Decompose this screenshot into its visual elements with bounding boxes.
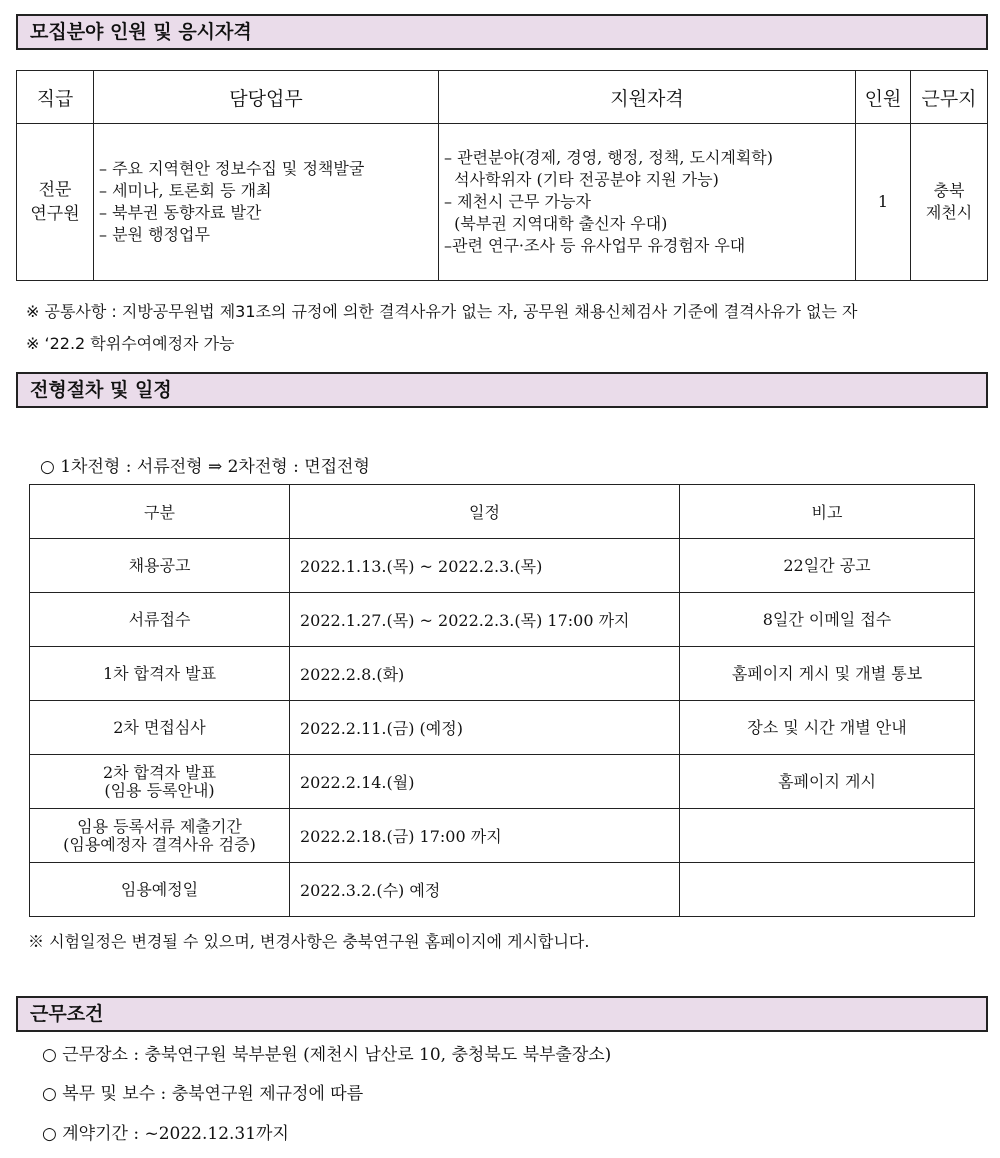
header-location: 근무지 <box>911 71 988 124</box>
common-requirements-note: ※ 공통사항 : 지방공무원법 제31조의 규정에 의한 결격사유가 없는 자, 공무원 채용신체검사 기준에 결격사유가 없는 자 <box>26 302 858 321</box>
duty-item: – 주요 지역현안 정보수집 및 정책발굴 <box>99 159 365 178</box>
table-row <box>30 539 975 593</box>
schedule-category-cell: 임용 등록서류 제출기간 (임용예정자 결격사유 검증) <box>30 809 290 863</box>
header-qualifications: 지원자격 <box>439 71 856 124</box>
duty-item: – 북부권 동향자료 발간 <box>99 203 262 222</box>
header-duties: 담당업무 <box>94 71 439 124</box>
qualification-item: – 관련분야(경제, 경영, 행정, 정책, 도시계획학) <box>444 148 774 167</box>
schedule-date-cell: 2022.1.27.(목) ~ 2022.2.3.(목) 17:00 까지 <box>290 593 680 647</box>
qualification-item: – 제천시 근무 가능자 <box>444 192 591 211</box>
section-title-recruitment: 모집분야 인원 및 응시자격 <box>16 14 988 50</box>
qualification-item: (북부권 지역대학 출신자 우대) <box>444 214 668 233</box>
schedule-date-cell: 2022.2.14.(월) <box>290 755 680 809</box>
schedule-remark-cell: 22일간 공고 <box>680 539 975 593</box>
condition-contract: ○ 계약기간 : ~2022.12.31까지 <box>42 1124 289 1144</box>
table-row <box>30 755 975 809</box>
header-count: 인원 <box>856 71 911 124</box>
schedule-note: ※ 시험일정은 변경될 수 있으며, 변경사항은 충북연구원 홈페이지에 게시합니다. <box>28 932 590 951</box>
location-cell: 충북 제천시 <box>911 124 988 281</box>
qualification-table <box>16 70 988 281</box>
schedule-remark-cell <box>680 863 975 917</box>
table-row <box>30 647 975 701</box>
table-row <box>30 701 975 755</box>
schedule-date-cell: 2022.2.11.(금) (예정) <box>290 701 680 755</box>
degree-note: ※ ‘22.2 학위수여예정자 가능 <box>26 334 235 353</box>
schedule-category-cell: 채용공고 <box>30 539 290 593</box>
schedule-category-cell: 임용예정일 <box>30 863 290 917</box>
header-rank: 직급 <box>17 71 94 124</box>
table-row <box>30 863 975 917</box>
schedule-remark-cell: 8일간 이메일 접수 <box>680 593 975 647</box>
schedule-date-cell: 2022.1.13.(목) ~ 2022.2.3.(목) <box>290 539 680 593</box>
duties-cell <box>94 124 439 281</box>
duty-item: – 세미나, 토론회 등 개최 <box>99 181 272 200</box>
qualifications-cell <box>439 124 856 281</box>
header-remark: 비고 <box>680 485 975 539</box>
schedule-date-cell: 2022.2.8.(화) <box>290 647 680 701</box>
header-category: 구분 <box>30 485 290 539</box>
header-schedule: 일정 <box>290 485 680 539</box>
schedule-remark-cell: 홈페이지 게시 및 개별 통보 <box>680 647 975 701</box>
table-header-row <box>17 71 988 124</box>
qualification-item: –관련 연구·조사 등 유사업무 유경험자 우대 <box>444 236 746 255</box>
schedule-remark-cell: 홈페이지 게시 <box>680 755 975 809</box>
schedule-remark-cell <box>680 809 975 863</box>
condition-location: ○ 근무장소 : 충북연구원 북부분원 (제천시 남산로 10, 충청북도 북부출장소) <box>42 1045 612 1065</box>
schedule-category-cell: 서류접수 <box>30 593 290 647</box>
table-row <box>17 124 988 281</box>
rank-cell: 전문 연구원 <box>17 124 94 281</box>
qualification-item: 석사학위자 (기타 전공분야 지원 가능) <box>444 170 719 189</box>
condition-pay: ○ 복무 및 보수 : 충북연구원 제규정에 따름 <box>42 1084 364 1104</box>
table-row <box>30 809 975 863</box>
count-cell: 1 <box>856 124 911 281</box>
schedule-date-cell: 2022.2.18.(금) 17:00 까지 <box>290 809 680 863</box>
schedule-date-cell: 2022.3.2.(수) 예정 <box>290 863 680 917</box>
schedule-category-cell: 2차 면접심사 <box>30 701 290 755</box>
schedule-category-cell: 2차 합격자 발표 (임용 등록안내) <box>30 755 290 809</box>
table-header-row <box>30 485 975 539</box>
process-summary: ○ 1차전형 : 서류전형 ⇒ 2차전형 : 면접전형 <box>40 457 370 477</box>
section-title-schedule: 전형절차 및 일정 <box>16 372 988 408</box>
schedule-category-cell: 1차 합격자 발표 <box>30 647 290 701</box>
duty-item: – 분원 행정업무 <box>99 225 210 244</box>
section-title-conditions: 근무조건 <box>16 996 988 1032</box>
schedule-remark-cell: 장소 및 시간 개별 안내 <box>680 701 975 755</box>
schedule-table <box>29 484 975 917</box>
table-row <box>30 593 975 647</box>
